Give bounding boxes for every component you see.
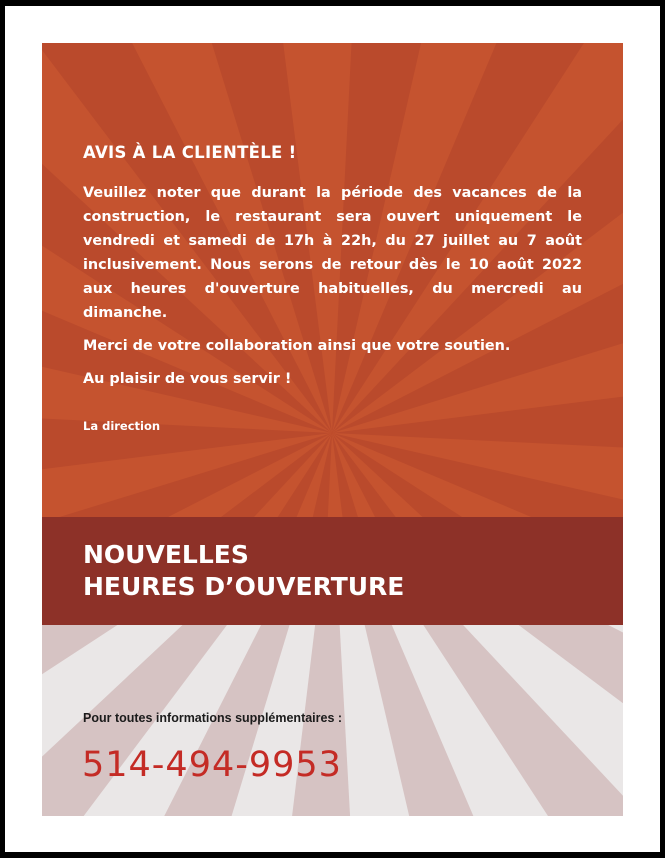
phone-number[interactable]: 514-494-9953 [82,745,342,785]
flyer-page [5,6,660,852]
notice-signature: La direction [83,419,161,433]
notice-body: Veuillez noter que durant la période des vacances de la construction, le restaurant sera ouvert uniquement le vendredi et samedi de 17h à 22h, du 27 juillet au 7 août inclusivement. Nous serons de retour dès le 10 août 2022 aux heures d'ouverture habituelles, du mercredi au dimanche. [83,185,582,321]
notice-content [83,143,582,433]
banner-title [83,539,404,603]
contact-panel [42,625,623,816]
notice-title: AVIS À LA CLIENTÈLE ! [83,143,297,162]
notice-panel [42,43,623,517]
sunburst-ray [42,433,332,517]
flyer-poster [42,43,623,816]
contact-label: Pour toutes informations supplémentaires : [83,711,343,725]
hours-banner [42,517,623,625]
notice-closing: Au plaisir de vous servir ! [83,371,292,387]
banner-line-2: HEURES D’OUVERTURE [83,572,405,601]
notice-thanks: Merci de votre collaboration ainsi que votre soutien. [83,338,511,354]
banner-line-1: NOUVELLES [83,540,249,569]
